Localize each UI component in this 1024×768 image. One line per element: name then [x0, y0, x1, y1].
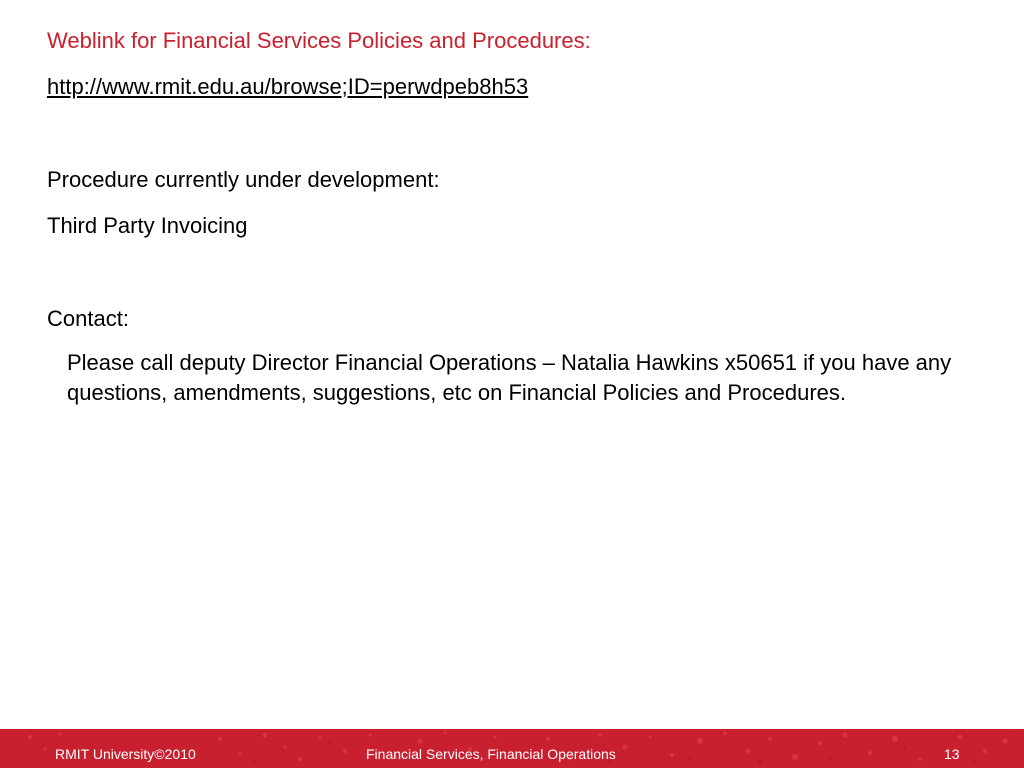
procedure-item: Third Party Invoicing: [47, 213, 248, 238]
footer-page-number: 13: [944, 746, 960, 762]
contact-label: Contact:: [47, 306, 129, 331]
contact-body: Please call deputy Director Financial Operations – Natalia Hawkins x50651 if you have any questions, amendments, suggestions, etc on Financial Policies and Procedures.: [67, 350, 952, 405]
procedure-label: Procedure currently under development:: [47, 167, 440, 192]
footer-bar: [0, 729, 1024, 768]
weblink-heading: Weblink for Financial Services Policies and Procedures:: [47, 28, 591, 53]
footer-copyright: RMIT University©2010: [55, 746, 196, 762]
footer-department: Financial Services, Financial Operations: [366, 746, 616, 762]
weblink-url[interactable]: http://www.rmit.edu.au/browse;ID=perwdpeb8h53: [47, 74, 529, 99]
